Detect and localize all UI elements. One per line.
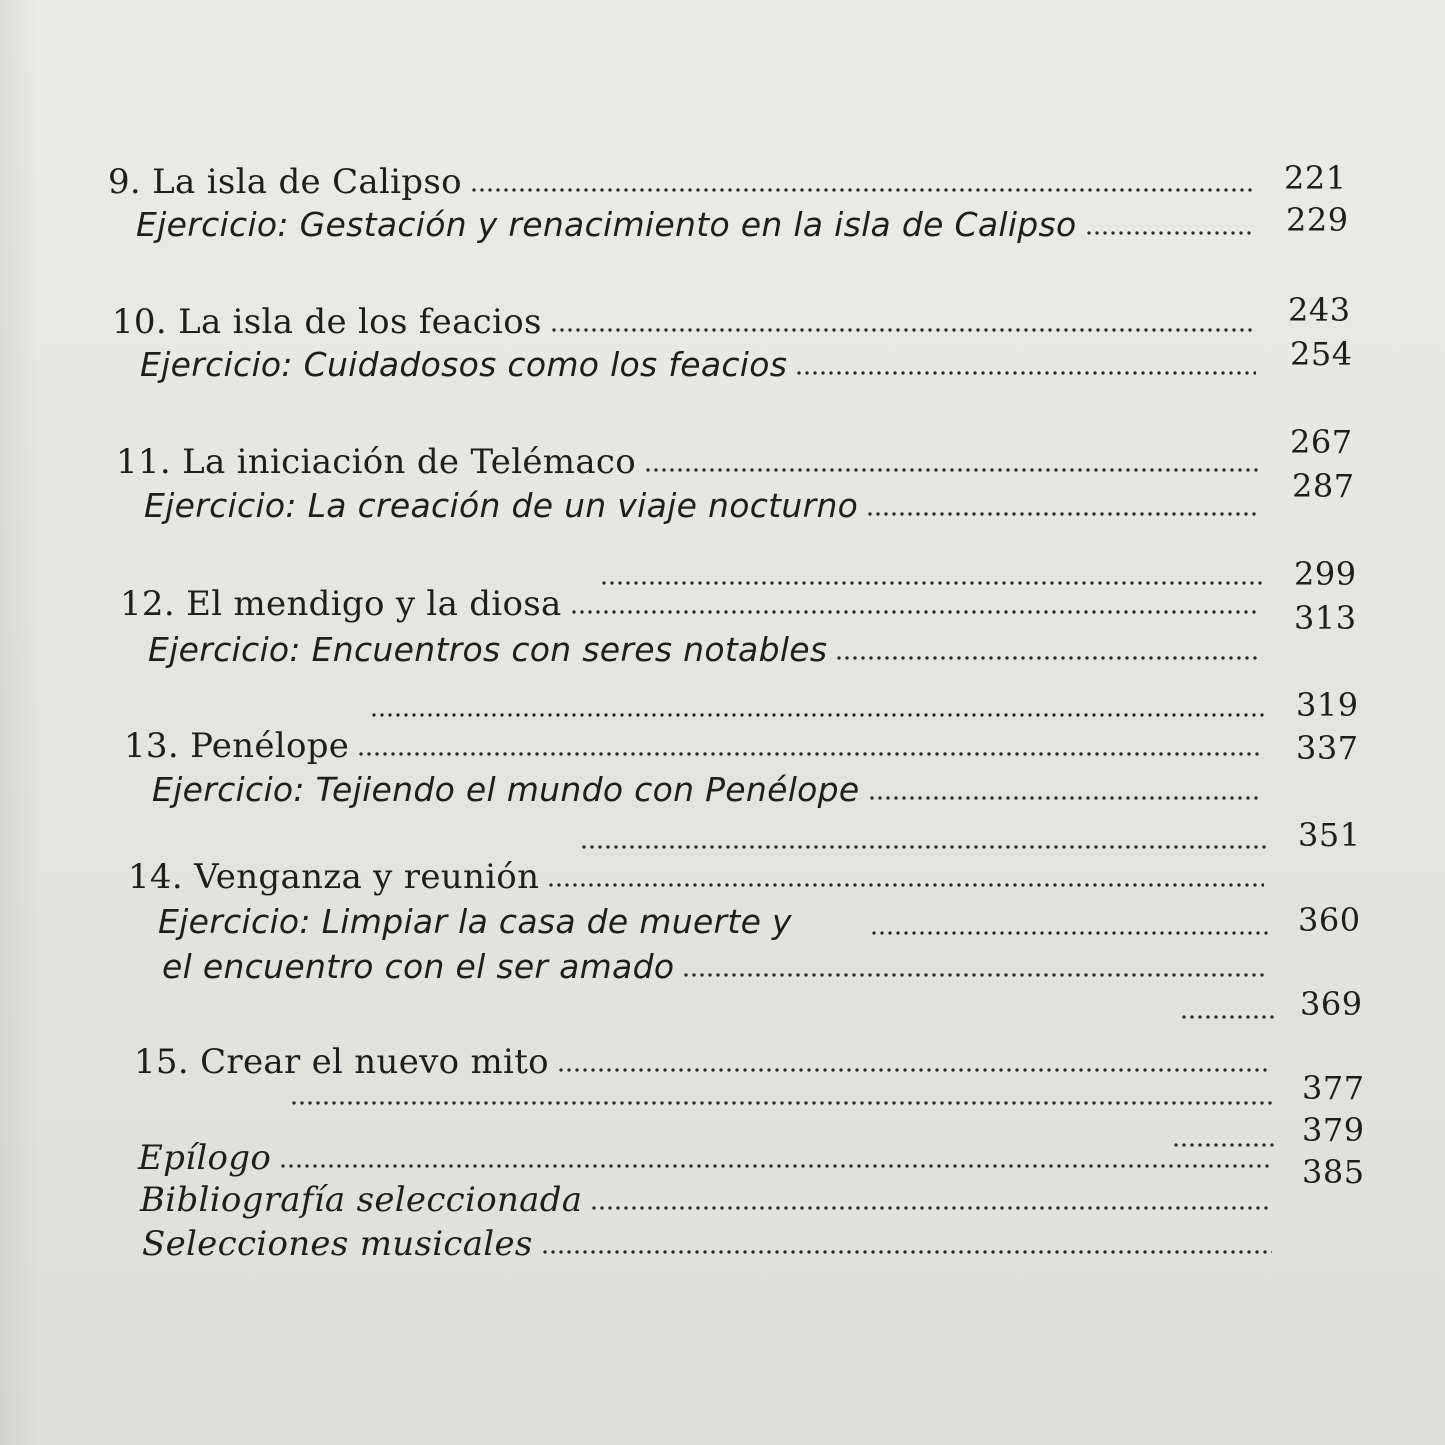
toc-entry-title: Ejercicio: Limpiar la casa de muerte y (158, 902, 792, 941)
toc-chapter-12 (120, 582, 1266, 626)
toc-chapter-14 (128, 855, 1270, 899)
dot-leader (644, 465, 1258, 475)
toc-exercise-11 (144, 484, 1264, 528)
toc-page-number: 243 (1288, 291, 1351, 329)
toc-page-number: 299 (1294, 555, 1357, 593)
toc-exercise-12 (148, 628, 1266, 672)
toc-page-number: 385 (1302, 1153, 1365, 1191)
toc-entry-title: 14. Venganza y reunión (128, 857, 540, 897)
dot-leader (682, 970, 1266, 980)
toc-page-number: 377 (1302, 1069, 1365, 1107)
dot-leader (541, 1247, 1272, 1257)
dot-leader (470, 185, 1254, 195)
toc-entry-title: Ejercicio: Encuentros con seres notables (148, 630, 828, 669)
toc-entry-title: el encuentro con el ser amado (162, 947, 675, 986)
toc-page-number: 229 (1286, 201, 1349, 239)
toc-entry-title: Ejercicio: Gestación y renacimiento en la isla de Calipso (136, 205, 1077, 244)
dot-leader (866, 509, 1258, 519)
toc-chapter-9 (108, 160, 1260, 204)
page-shadow (0, 0, 40, 1445)
toc-entry-title: Epílogo (138, 1138, 272, 1178)
toc-page-number: 267 (1290, 423, 1353, 461)
toc-entry-title: Selecciones musicales (142, 1224, 533, 1264)
toc-exercise-10 (140, 343, 1262, 387)
toc-page-number: 313 (1294, 599, 1357, 637)
dot-leader (370, 710, 1268, 720)
dot-leader (835, 653, 1260, 663)
dot-leader (590, 1203, 1272, 1213)
toc-entry-title: 10. La isla de los feacios (112, 302, 542, 342)
toc-chapter-11 (116, 440, 1264, 484)
dot-leader (550, 325, 1256, 335)
dot-leader (580, 842, 1270, 852)
dot-leader (557, 1065, 1268, 1075)
toc-entry-title: Ejercicio: Tejiendo el mundo con Penélope (152, 770, 860, 809)
toc-chapter-15 (134, 1040, 1274, 1084)
toc-page-number: 351 (1298, 816, 1361, 854)
toc-entry-title: Bibliografía seleccionada (140, 1180, 583, 1220)
toc-selecciones (142, 1222, 1278, 1266)
toc-chapter-10 (112, 300, 1262, 344)
toc-bibliografia (140, 1178, 1278, 1222)
dot-leader (570, 607, 1260, 617)
dot-leader (279, 1161, 1272, 1171)
dot-leader (868, 793, 1262, 803)
toc-entry-title: Ejercicio: Cuidadosos como los feacios (140, 345, 788, 384)
dot-leader (795, 368, 1256, 378)
toc-entry-title: 12. El mendigo y la diosa (120, 584, 562, 624)
toc-page-number: 319 (1296, 686, 1359, 724)
toc-page-number: 369 (1300, 985, 1363, 1023)
dot-leader (290, 1098, 1276, 1108)
dot-leader (357, 749, 1262, 759)
toc-exercise-9 (136, 203, 1260, 247)
toc-page-number: 379 (1302, 1111, 1365, 1149)
dot-leader (547, 880, 1264, 890)
dot-leader (870, 928, 1272, 938)
toc-exercise-14-line2 (162, 945, 1272, 989)
dot-leader (1085, 228, 1254, 238)
dot-leader (1180, 1012, 1274, 1022)
toc-entry-title: Ejercicio: La creación de un viaje nocturno (144, 486, 859, 525)
toc-page-number: 254 (1290, 335, 1353, 373)
toc-page-number: 221 (1284, 159, 1347, 197)
toc-chapter-13 (124, 724, 1268, 768)
toc-page-number: 360 (1298, 901, 1361, 939)
toc-page-number: 287 (1292, 467, 1355, 505)
toc-page-number: 337 (1296, 729, 1359, 767)
toc-entry-title: 11. La iniciación de Telémaco (116, 442, 637, 482)
toc-entry-title: 9. La isla de Calipso (108, 162, 462, 202)
toc-entry-title: 15. Crear el nuevo mito (134, 1042, 549, 1082)
toc-epilogo (138, 1136, 1278, 1180)
toc-entry-title: 13. Penélope (124, 726, 350, 766)
toc-exercise-13 (152, 768, 1268, 812)
